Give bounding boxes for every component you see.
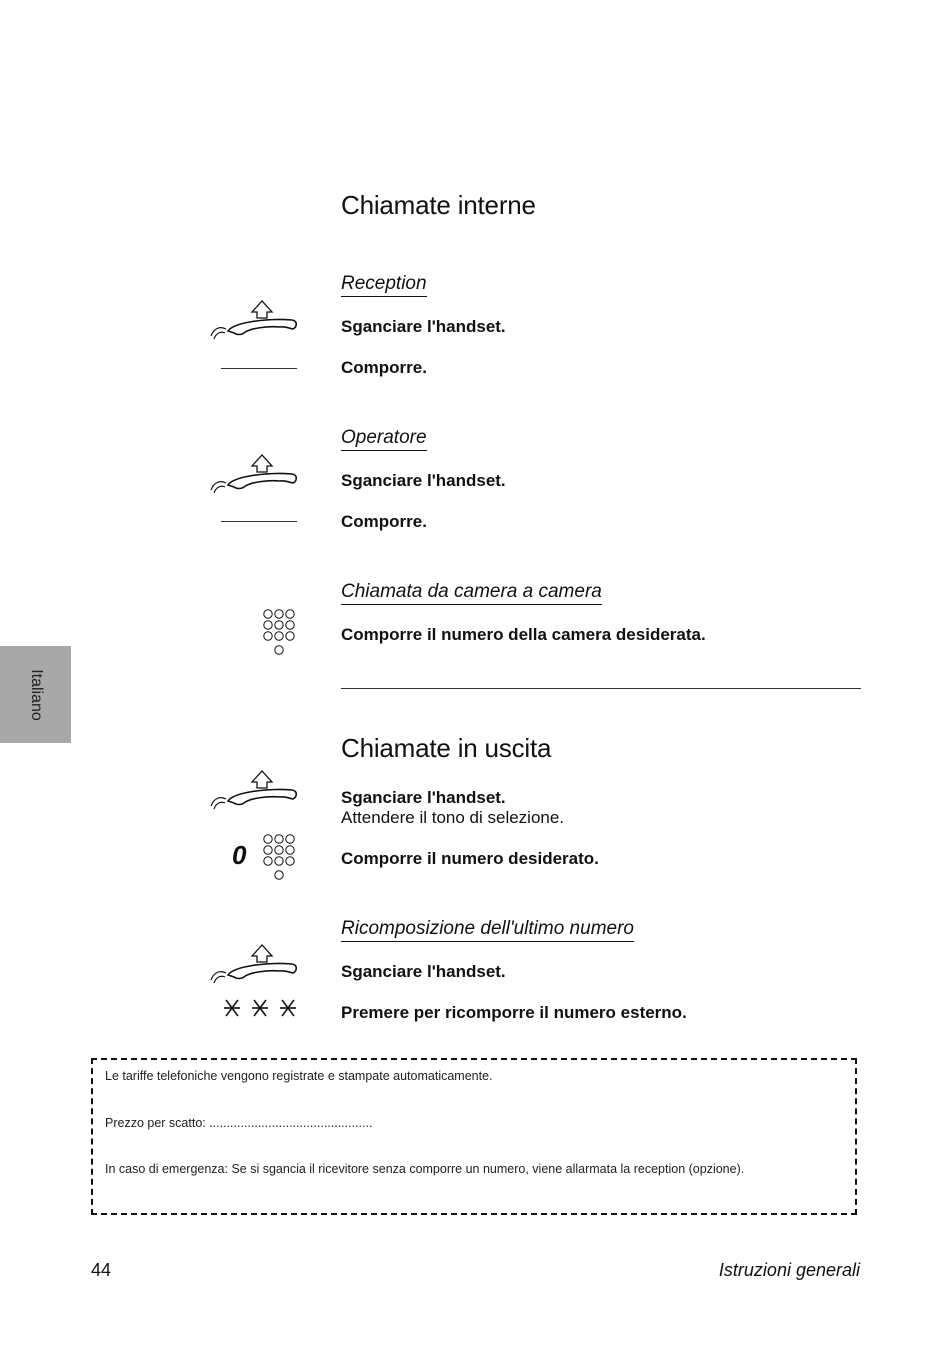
redial-heading: Ricomposizione dell'ultimo numero [341,918,634,942]
section-title-internal: Chiamate interne [341,190,536,220]
room-to-room-step: Comporre il numero della camera desiderata. [341,625,706,644]
notice-box [91,1058,857,1215]
language-tab [0,646,71,743]
handset-off-hook-icon [210,298,300,340]
notice-emergency: In caso di emergenza: Se si sgancia il ricevitore senza comporre un numero, viene allarmata la reception (opzione). [105,1162,745,1176]
operator-step-offhook: Sganciare l'handset. [341,471,506,490]
notice-price-per-unit: Prezzo per scatto: ............................................... [105,1116,373,1130]
reception-heading: Reception [341,273,427,297]
handset-off-hook-icon [210,452,300,494]
reception-step-offhook: Sganciare l'handset. [341,317,506,336]
keypad-icon [262,833,298,881]
dial-placeholder-line [221,368,297,369]
handset-off-hook-icon [210,942,300,984]
page-number: 44 [91,1260,112,1280]
room-to-room-heading: Chiamata da camera a camera [341,581,602,605]
outgoing-step-offhook: Sganciare l'handset. [341,788,506,807]
keypad-icon [262,608,298,656]
prefix-digit: 0 [232,840,247,870]
section-divider [341,688,861,689]
star-key-icon [222,997,298,1019]
handset-off-hook-icon [210,768,300,810]
redial-step-offhook: Sganciare l'handset. [341,962,506,981]
operator-step-dial: Comporre. [341,512,427,531]
notice-charges: Le tariffe telefoniche vengono registrate e stampate automaticamente. [105,1069,493,1083]
outgoing-step-dial: Comporre il numero desiderato. [341,849,599,868]
footer-section-title: Istruzioni generali [718,1260,860,1280]
operator-heading: Operatore [341,427,427,451]
reception-step-dial: Comporre. [341,358,427,377]
section-title-outgoing: Chiamate in uscita [341,733,552,763]
dial-placeholder-line [221,521,297,522]
outgoing-step-note: Attendere il tono di selezione. [341,808,565,827]
redial-step-press: Premere per ricomporre il numero esterno. [341,1003,687,1022]
language-tab-label: Italiano [27,668,45,721]
